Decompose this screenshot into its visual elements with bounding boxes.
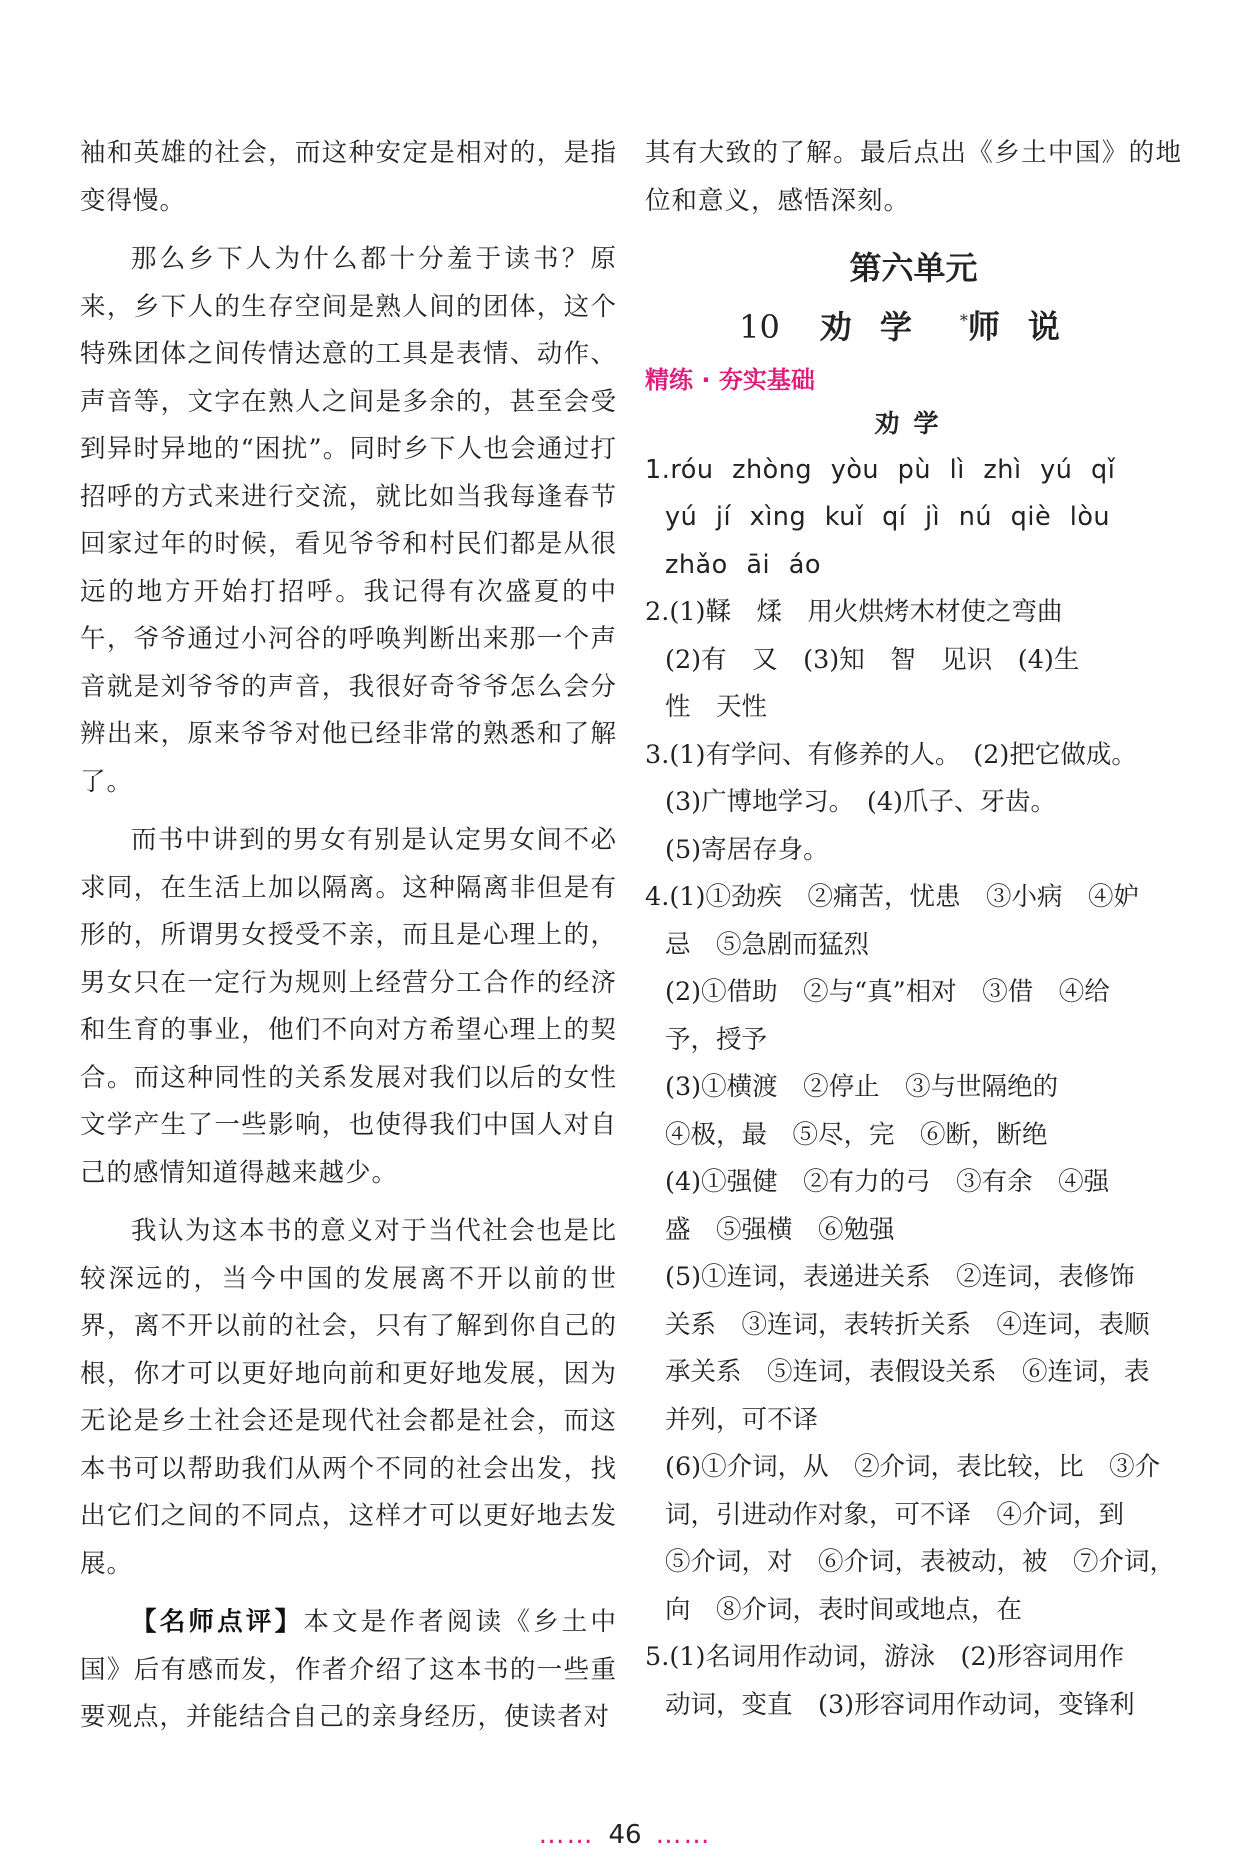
answer-line: ⑤介词，对 ⑥介词，表被动，被 ⑦介词， bbox=[665, 1547, 1176, 1578]
right-column bbox=[645, 130, 1182, 1729]
answer-line: 性 天性 bbox=[665, 692, 768, 723]
answer-line: ④极，最 ⑤尽，完 ⑥断，断绝 bbox=[665, 1119, 1048, 1150]
answer-line: (3)①横渡 ②停止 ③与世隔绝的 bbox=[665, 1072, 1059, 1103]
teacher-comment bbox=[80, 1599, 617, 1742]
paragraph: 那么乡下人为什么都十分羞于读书？原来，乡下人的生存空间是熟人间的团体，这个特殊团体之间传情达意的工具是表情、动作、声音等，文字在熟人之间是多余的，甚至会受到异时异地的“困扰”。同时乡下人也会通过打招呼的方式来进行交流，就比如当我每逢春节回家过年的时候，看见爷爷和村民们都是从很远的地方开始打招呼。我记得有次盛夏的中午，爷爷通过小河谷的呼唤判断出来那一个声音就是刘爷爷的声音，我很好奇爷爷怎么会分辨出来，原来爷爷对他已经非常的熟悉和了解了。 bbox=[80, 244, 617, 797]
paragraph: 而书中讲到的男女有别是认定男女间不必求同，在生活上加以隔离。这种隔离非但是有形的，所谓男女授受不亲，而且是心理上的，男女只在一定行为规则上经营分工合作的经济和生育的事业，他们不向对方希望心理上的契合。而这种同性的关系发展对我们以后的女性文学产生了一些影响，也使得我们中国人对自己的感情知道得越来越少。 bbox=[80, 825, 617, 1188]
answer-line: (4)①强健 ②有力的弓 ③有余 ④强 bbox=[665, 1167, 1110, 1198]
answer-line: 词，引进动作对象，可不译 ④介词，到 bbox=[665, 1499, 1125, 1530]
answer-line: 予，授予 bbox=[665, 1024, 768, 1055]
page-footer bbox=[0, 1820, 1250, 1850]
answer-item: 5.(1)名词用作动词，游泳 (2)形容词用作 bbox=[645, 1642, 1125, 1673]
answer-line: 承关系 ⑤连词，表假设关系 ⑥连词，表 bbox=[665, 1357, 1150, 1388]
answer-line: 向 ⑧介词，表时间或地点，在 bbox=[665, 1594, 1023, 1625]
lesson-title bbox=[645, 291, 1182, 357]
answer-line: 盛 ⑤强横 ⑥勉强 bbox=[665, 1214, 895, 1245]
answer-line: zhǎo āi áo bbox=[665, 549, 821, 580]
lesson-title-1: 劝学 bbox=[819, 307, 940, 346]
answer-item: 3.(1)有学问、有修养的人。 (2)把它做成。 bbox=[645, 739, 1137, 770]
comment-tag: 【名师点评】 bbox=[131, 1607, 304, 1637]
answer-item: 4.(1)①劲疾 ②痛苦，忧患 ③小病 ④妒 bbox=[645, 882, 1139, 913]
answer-line: (2)①借助 ②与“真”相对 ③借 ④给 bbox=[665, 977, 1110, 1008]
answer-line: 并列，可不译 bbox=[665, 1404, 819, 1435]
answer-line: (5)寄居存身。 bbox=[665, 834, 829, 865]
section-heading: 精练 · 夯实基础 bbox=[645, 365, 815, 394]
answer-list bbox=[645, 447, 1182, 1730]
footer-dots-left: …… bbox=[538, 1820, 595, 1850]
answer-item: 1.róu zhòng yòu pù lì zhì yú qǐ bbox=[645, 454, 1116, 485]
answer-line: (3)广博地学习。 (4)爪子、牙齿。 bbox=[665, 787, 1056, 818]
answer-line: (6)①介词，从 ②介词，表比较，比 ③介 bbox=[665, 1452, 1161, 1483]
left-column bbox=[80, 130, 617, 1742]
paragraph: 我认为这本书的意义对于当代社会也是比较深远的，当今中国的发展离不开以前的世界，离不开以前的社会，只有了解到你自己的根，你才可以更好地向前和更好地发展，因为无论是乡土社会还是现代社会都是社会，而这本书可以帮助我们从两个不同的社会出发，找出它们之间的不同点，这样才可以更好地去发展。 bbox=[80, 1216, 617, 1579]
lesson-title-2: 师说 bbox=[967, 307, 1088, 346]
lesson-star: * bbox=[959, 311, 968, 330]
unit-title: 第六单元 bbox=[849, 249, 978, 287]
paragraph-continuation: 其有大致的了解。最后点出《乡土中国》的地位和意义，感悟深刻。 bbox=[645, 138, 1182, 216]
paragraph: 袖和英雄的社会，而这种安定是相对的，是指变得慢。 bbox=[80, 138, 617, 216]
lesson-number: 10 bbox=[739, 307, 780, 346]
answer-line: (5)①连词，表递进关系 ②连词，表修饰 bbox=[665, 1262, 1135, 1293]
footer-dots-right: …… bbox=[655, 1820, 712, 1850]
page-number: 46 bbox=[608, 1820, 642, 1850]
answer-line: 关系 ③连词，表转折关系 ④连词，表顺 bbox=[665, 1309, 1150, 1340]
answer-line: 忌 ⑤急剧而猛烈 bbox=[665, 929, 870, 960]
comment-text: 本文是作者阅读《乡土中国》后有感而发，作者介绍了这本书的一些重要观点，并能结合自己的亲身经历，使读者对 bbox=[80, 1607, 617, 1732]
answer-line: (2)有 又 (3)知 智 见识 (4)生 bbox=[665, 644, 1080, 675]
sub-title: 劝学 bbox=[874, 408, 953, 438]
answer-line: yú jí xìng kuǐ qí jì nú qiè lòu bbox=[665, 502, 1111, 533]
answer-line: 动词，变直 (3)形容词用作动词，变锋利 bbox=[665, 1689, 1135, 1720]
answer-item: 2.(1)鞣 煣 用火烘烤木材使之弯曲 bbox=[645, 597, 1063, 628]
